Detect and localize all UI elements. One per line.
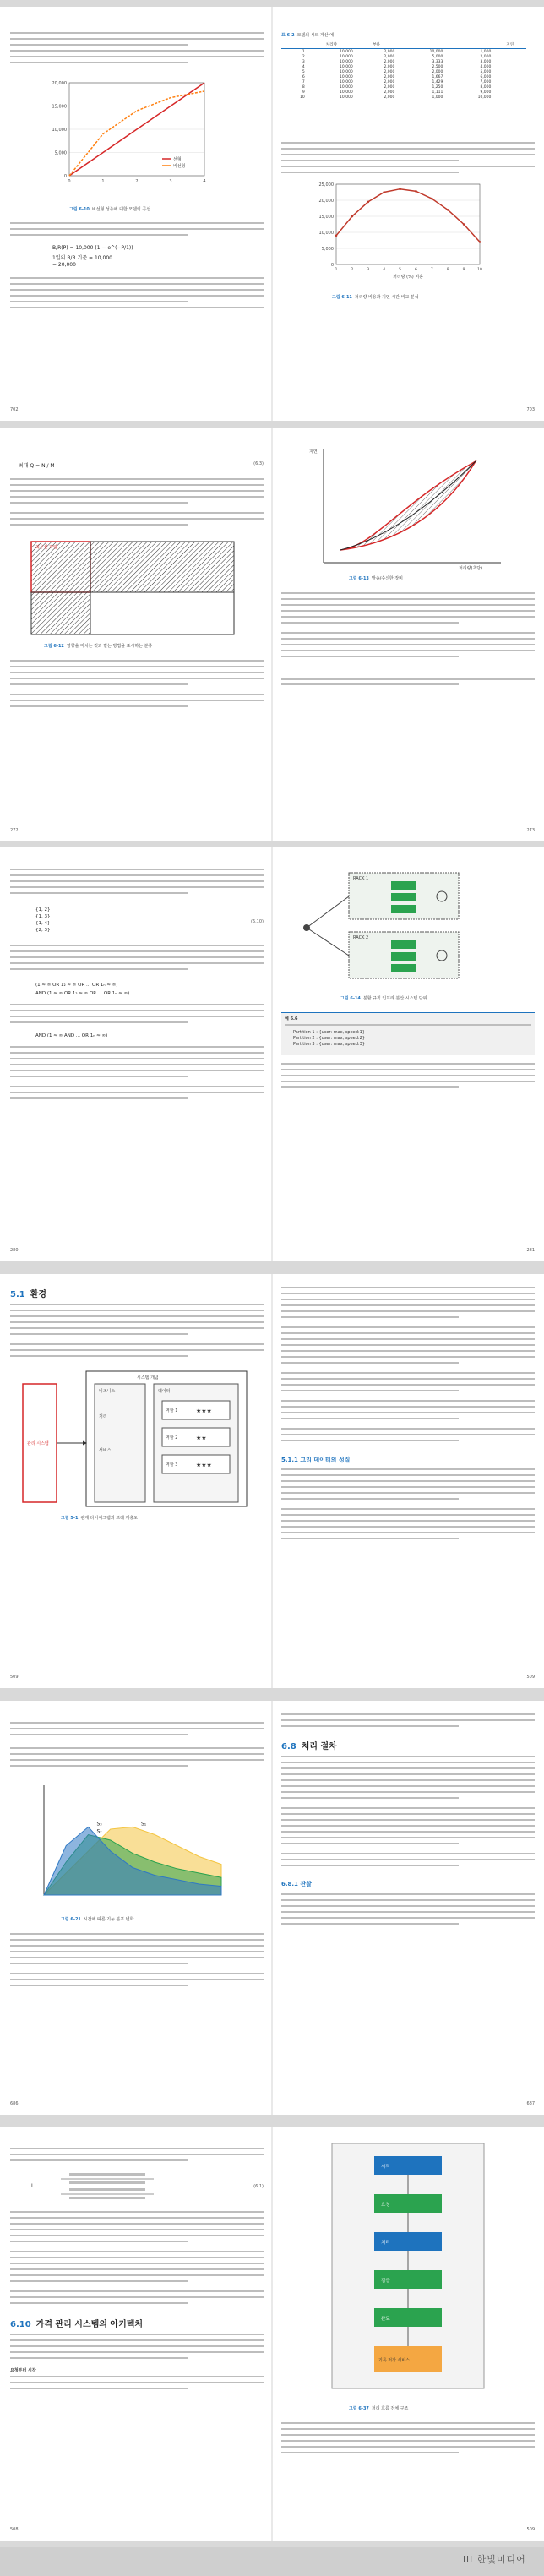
series-label: S₁ — [141, 1821, 147, 1827]
table-caption — [281, 32, 334, 38]
series-label: S₂ — [96, 1828, 102, 1835]
table-cell: 10,000 — [340, 90, 353, 95]
x-axis-label: 처리량 (%) 비용 — [393, 275, 423, 280]
flow-step: 검증 — [381, 2279, 390, 2284]
caption-label-4: 그림 6-13 — [349, 576, 369, 581]
table-cell: 1 — [302, 49, 305, 54]
caption-text-8: 처리 흐름 전체 구조 — [371, 2406, 409, 2411]
management-system-diagram — [19, 1367, 255, 1511]
page-702 — [10, 7, 264, 421]
section-number: 5.1 — [10, 1290, 25, 1299]
x-tick-label: 2 — [351, 268, 354, 272]
eq2-value: = 10,000 — [89, 255, 112, 261]
y-tick-label: 10,000 — [52, 128, 67, 133]
section-heading — [10, 1287, 52, 1299]
legend-label: 선형 — [173, 157, 182, 162]
axis-x-label: 처리량(초당) — [459, 566, 483, 571]
table-cell: 1,111 — [432, 90, 443, 95]
table-header: 부하 — [356, 41, 398, 49]
logo-text: 한빛미디어 — [476, 2554, 526, 2565]
table-cell: 3,333 — [432, 59, 443, 64]
x-tick-label: 10 — [477, 268, 482, 272]
y-tick-label: 25,000 — [318, 182, 334, 188]
table-cell: 7,000 — [480, 79, 492, 84]
eq2-text: 1일의 B/R 기준 — [52, 255, 88, 261]
table-cell: 2,500 — [432, 64, 443, 69]
inner-title: 시스템 개념 — [137, 1375, 159, 1381]
section-number-2: 6.8 — [281, 1742, 296, 1751]
table-cell: 10,000 — [340, 49, 353, 54]
page-280 — [10, 847, 264, 1261]
equation-number: (6.3) — [253, 461, 264, 466]
x-tick-label: 2 — [135, 179, 139, 184]
note-line: Partition 3 : {user: max, speed:3} — [293, 1042, 365, 1047]
page-number: 702 — [10, 407, 19, 412]
table-cell: 1,000 — [432, 95, 443, 100]
caption-text-7: 시간에 따른 기능 분포 변화 — [83, 1917, 134, 1922]
page-number-2: 703 — [526, 407, 535, 412]
series-line — [336, 189, 480, 242]
flow-diagram — [298, 2139, 518, 2401]
y-tick-label: 15,000 — [52, 104, 67, 110]
panel-label: 서비스 — [99, 1448, 112, 1453]
flow-caption — [349, 2405, 408, 2411]
x-tick-label: 4 — [203, 179, 206, 184]
rating-stars: ★★★ — [196, 1408, 212, 1414]
throughput-chart — [307, 180, 492, 290]
data-point — [335, 235, 338, 237]
section-title-3: 가격 관리 시스템의 아키텍처 — [35, 2320, 144, 2329]
caption-label: 그림 6-10 — [69, 207, 90, 212]
side-note: 요청부터 시작 — [10, 2368, 36, 2373]
logo-glyph: iii — [463, 2554, 474, 2565]
table-cell: 10,000 — [340, 79, 353, 84]
data-point — [463, 223, 465, 226]
table-cell: 1,000 — [480, 49, 492, 54]
table-cell: 1,667 — [432, 74, 443, 79]
x-tick-label: 5 — [399, 268, 401, 272]
caption-label-8: 그림 6-37 — [349, 2406, 369, 2411]
page-686 — [10, 1701, 264, 2115]
spread-4 — [0, 1274, 544, 1688]
caption-text-6: 관계 다이어그램과 프레 계층도 — [80, 1516, 138, 1521]
table-cell: 10,000 — [340, 74, 353, 79]
table-cell: 10,000 — [340, 69, 353, 74]
table-cell: 8 — [302, 84, 305, 90]
x-tick-label: 6 — [415, 268, 417, 272]
role-label: 역할 2 — [166, 1435, 178, 1440]
table-cell: 4,000 — [480, 64, 492, 69]
table-cell: 10 — [300, 95, 305, 100]
caption-label-6: 그림 5-1 — [61, 1516, 79, 1521]
equation-3: = 20,000 — [52, 262, 76, 268]
data-point — [415, 190, 417, 193]
section-number-3: 6.10 — [10, 2320, 31, 2329]
priority-quadrant-diagram — [27, 537, 238, 639]
table-cell: 10,000 — [429, 49, 443, 54]
series-label: S₃ — [96, 1821, 102, 1827]
page-509b — [281, 1274, 535, 1688]
distribution-chart — [27, 1777, 238, 1912]
role-label: 역할 3 — [166, 1462, 178, 1468]
note-title: 예 6.6 — [285, 1016, 298, 1021]
table-cell: 3 — [302, 59, 305, 64]
hysteresis-diagram — [307, 444, 509, 571]
caption-label-2: 그림 6-11 — [332, 295, 352, 300]
sub-heading-2: 6.8.1 관찰 — [281, 1881, 312, 1887]
role-label: 역할 1 — [166, 1408, 178, 1413]
set-item: {1, 2} — [35, 907, 51, 912]
page-number-8: 509 — [526, 1675, 535, 1680]
page-number-4: 273 — [526, 828, 535, 833]
y-tick-label: 15,000 — [318, 215, 334, 220]
set-item: {2, 3} — [35, 928, 51, 933]
section-heading-2 — [281, 1739, 342, 1751]
y-tick-label: 20,000 — [318, 199, 334, 204]
table-cell: 9 — [302, 90, 305, 95]
publisher-logo — [463, 2552, 526, 2566]
fraction-equation — [27, 2169, 247, 2203]
page-703 — [281, 7, 535, 421]
table-cell: 10,000 — [477, 95, 492, 100]
panel-label: 데이터 — [158, 1389, 171, 1394]
flow-step: 완료 — [381, 2317, 390, 2322]
page-509c — [281, 2127, 535, 2541]
equation-1: B/R(P) = 10,000 (1 − e^(−P/1)) — [52, 245, 133, 251]
page-number-7: 509 — [10, 1675, 19, 1680]
y-tick-label: 0 — [330, 263, 334, 268]
page-281 — [281, 847, 535, 1261]
page-number-12: 509 — [526, 2527, 535, 2532]
table-cell: 6 — [302, 74, 305, 79]
y-tick-label: 10,000 — [318, 231, 334, 236]
page-number-3: 272 — [10, 828, 19, 833]
spread-3 — [0, 847, 544, 1261]
caption-label-7: 그림 6-21 — [61, 1917, 81, 1922]
spread-5 — [0, 1701, 544, 2115]
table-title: 모델의 시트 계산 예 — [296, 33, 335, 38]
note-line: Partition 2 : {user: max, speed:2} — [293, 1036, 365, 1041]
table-cell: 7 — [302, 79, 305, 84]
y-tick-label: 20,000 — [52, 81, 67, 86]
table-cell: 10,000 — [340, 84, 353, 90]
table-cell: 10,000 — [340, 95, 353, 100]
flow-step: 기록 저장 서비스 — [378, 2358, 410, 2363]
x-tick-label: 3 — [169, 179, 172, 184]
page-687 — [281, 1701, 535, 2115]
x-tick-label: 4 — [383, 268, 386, 272]
chart-caption-3 — [61, 1916, 133, 1922]
caption-label-5: 그림 6-14 — [340, 996, 361, 1001]
spread-6 — [0, 2127, 544, 2541]
spread-1 — [0, 7, 544, 421]
data-point — [383, 191, 385, 193]
quad-label: 최우선 작업 — [35, 545, 57, 550]
sub-heading: 5.1.1 그리 데이터의 성질 — [281, 1457, 351, 1463]
logic-line-3: AND (1 ≈ ∞ AND ... OR 1ₙ ≈ ∞) — [35, 1033, 108, 1038]
axis-y-label: 지연 — [309, 449, 318, 455]
logic-line-2: AND (1 ≈ ∞ OR 1₂ ≈ ∞ OR ... OR 1ₙ ≈ ∞) — [35, 991, 130, 996]
table-cell: 2,000 — [384, 90, 395, 95]
table-cell: 1,429 — [432, 79, 443, 84]
panel-label: 처리 — [99, 1414, 107, 1419]
section-title-2: 처리 절차 — [301, 1742, 337, 1751]
table-cell: 2,000 — [384, 79, 395, 84]
table-header — [445, 41, 493, 49]
table-cell: 2,000 — [432, 69, 443, 74]
equation-number-3: (6.1) — [253, 2184, 264, 2189]
page-number-6: 281 — [526, 1248, 535, 1253]
svg-text:L: L — [31, 2183, 35, 2189]
table-cell: 2,000 — [384, 64, 395, 69]
rating-stars: ★★★ — [196, 1462, 212, 1468]
equation-2-label — [52, 253, 112, 261]
page-number-5: 280 — [10, 1248, 19, 1253]
table-cell: 2,000 — [480, 54, 492, 59]
caption-text-2: 처리량 비용과 지연 시간 비교 분석 — [354, 295, 419, 300]
caption-text-3: 영향을 미치는 것과 받는 방법을 표시하는 분류 — [66, 644, 153, 649]
table-header — [281, 41, 307, 49]
page-508 — [10, 2127, 264, 2541]
table-cell: 1,250 — [432, 84, 443, 90]
data-point — [351, 215, 354, 218]
data-point — [447, 209, 449, 211]
caption-label-3: 그림 6-12 — [44, 644, 64, 649]
diagram-caption — [44, 643, 152, 649]
diagram-caption-2 — [349, 575, 403, 581]
outer-label: 관리 시스템 — [27, 1441, 49, 1446]
calc-table — [281, 41, 526, 100]
note-line: Partition 1 : {user: max, speed:1} — [293, 1030, 365, 1035]
x-tick-label: 9 — [462, 268, 465, 272]
section-heading-3 — [10, 2317, 148, 2329]
data-point — [479, 241, 481, 243]
table-cell: 5,000 — [480, 69, 492, 74]
table-row — [281, 95, 526, 100]
table-cell: 2,000 — [384, 54, 395, 59]
equation-number-2: (6.10) — [250, 919, 264, 924]
rack1-label: RACK 1 — [353, 876, 369, 881]
x-tick-label: 3 — [367, 268, 370, 272]
y-tick-label: 5,000 — [54, 150, 67, 156]
spread-2 — [0, 428, 544, 841]
y-tick-label: 5,000 — [321, 247, 334, 252]
x-tick-label: 8 — [446, 268, 449, 272]
data-point — [399, 188, 401, 190]
x-tick-label: 0 — [68, 179, 71, 184]
table-header: 처리량 — [307, 41, 356, 49]
page-number-9: 686 — [10, 2101, 19, 2106]
rack2-label: RACK 2 — [353, 935, 369, 940]
flow-step: 시작 — [381, 2165, 390, 2170]
table-cell: 2,000 — [384, 69, 395, 74]
set-list — [35, 907, 51, 934]
table-cell: 4 — [302, 64, 305, 69]
set-item: {1, 4} — [35, 921, 51, 926]
table-cell: 2,000 — [384, 74, 395, 79]
table-cell: 5 — [302, 69, 305, 74]
table-cell: 5,000 — [432, 54, 443, 59]
table-cell: 9,000 — [480, 90, 492, 95]
data-point — [431, 198, 433, 200]
table-cell: 2,000 — [384, 49, 395, 54]
section-title: 환경 — [30, 1290, 47, 1299]
page-273 — [281, 428, 535, 841]
table-header: 지연 — [493, 41, 526, 49]
equation-q: 최대 Q = N / M — [19, 463, 55, 469]
set-item: {1, 3} — [35, 914, 51, 919]
table-cell: 2 — [302, 54, 305, 59]
caption-text-5: 분할 규칙 인프라 분산 시스템 단위 — [362, 996, 427, 1001]
rack-diagram — [298, 864, 518, 991]
page-number-10: 687 — [526, 2101, 535, 2106]
rating-stars: ★★ — [196, 1435, 207, 1441]
page-272 — [10, 428, 264, 841]
x-tick-label: 1 — [335, 268, 338, 272]
panel-label: 비즈니스 — [99, 1389, 116, 1394]
table-cell: 10,000 — [340, 59, 353, 64]
chart-caption-2 — [332, 294, 419, 300]
y-tick-label: 0 — [63, 174, 67, 179]
legend-label: 비선형 — [173, 164, 186, 169]
flow-step: 요청 — [381, 2203, 390, 2208]
page-509a — [10, 1274, 264, 1688]
table-cell: 3,000 — [480, 59, 492, 64]
caption-text-4: 발송/수신한 장비 — [371, 576, 404, 581]
diagram-caption-4 — [61, 1515, 138, 1521]
table-cell: 2,000 — [384, 59, 395, 64]
table-cell: 10,000 — [340, 54, 353, 59]
diagram-caption-3 — [340, 995, 427, 1001]
data-point — [367, 201, 369, 204]
table-cell: 6,000 — [480, 74, 492, 79]
chart-caption — [69, 206, 150, 212]
table-cell: 10,000 — [340, 64, 353, 69]
table-cell: 8,000 — [480, 84, 492, 90]
table-label: 표 6-2 — [281, 33, 295, 38]
x-tick-label: 7 — [430, 268, 433, 272]
logic-line-1: (1 ≈ ∞ OR 1₂ ≈ ∞ OR ... OR 1ₙ ≈ ∞) — [35, 983, 118, 988]
flow-step: 처리 — [381, 2241, 390, 2246]
table-cell: 2,000 — [384, 95, 395, 100]
plot-frame — [336, 184, 480, 264]
series-line — [69, 91, 204, 176]
note-box — [281, 1012, 535, 1055]
x-tick-label: 1 — [101, 179, 105, 184]
page-number-11: 508 — [10, 2527, 19, 2532]
caption-text: 비선형 성능에 대한 모델링 곡선 — [91, 207, 151, 212]
table-header — [397, 41, 445, 49]
nonlinear-chart — [44, 74, 213, 201]
table-cell: 2,000 — [384, 84, 395, 90]
